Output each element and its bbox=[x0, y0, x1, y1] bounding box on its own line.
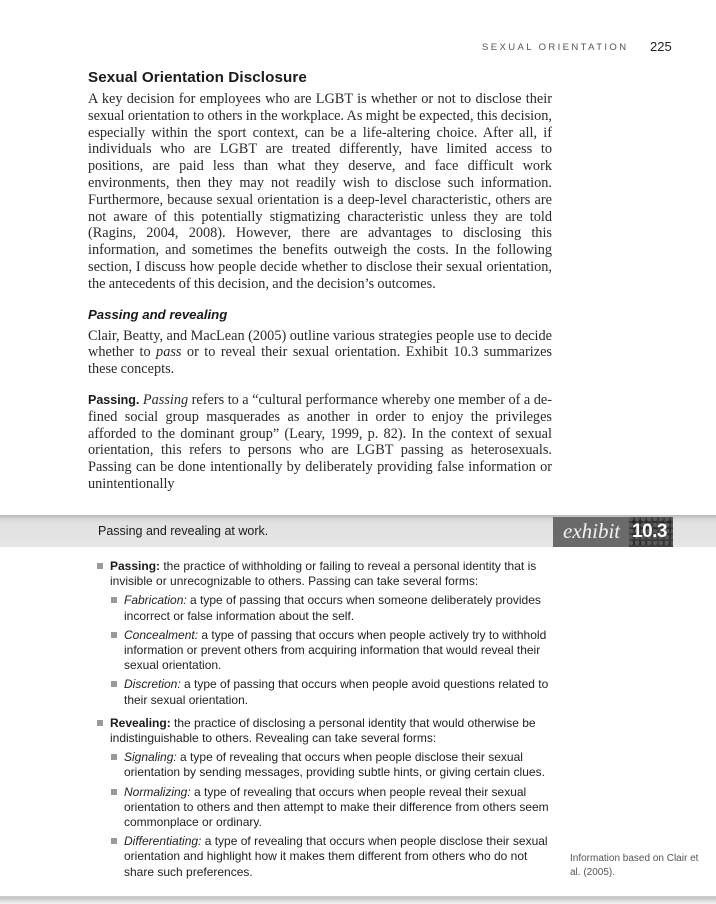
exhibit-subdefinition: a type of passing that occurs when people actively try to withhold information or prevent others from acquiring information that would reveal their sexual orientation. bbox=[124, 627, 547, 673]
square-bullet-icon bbox=[111, 632, 117, 638]
exhibit-bottom-rule bbox=[0, 896, 716, 904]
exhibit-subitem bbox=[110, 785, 556, 831]
running-head bbox=[0, 39, 716, 58]
exhibit-subdefinition: a type of passing that occurs when someone deliberately provides incorrect or false information about the self. bbox=[124, 593, 541, 623]
exhibit-body bbox=[0, 547, 716, 888]
passing-paragraph bbox=[88, 392, 552, 493]
exhibit-subterm: Normalizing: bbox=[124, 784, 191, 799]
exhibit-subitem bbox=[110, 750, 556, 780]
passing-runin-heading: Passing. bbox=[88, 392, 140, 407]
section-title: Sexual Orientation Disclosure bbox=[88, 69, 307, 86]
subsection-title: Passing and revealing bbox=[88, 306, 228, 322]
square-bullet-icon bbox=[111, 838, 117, 844]
exhibit-item-passing bbox=[96, 559, 556, 708]
exhibit-item-revealing bbox=[96, 716, 556, 880]
exhibit-subterm: Concealment: bbox=[124, 627, 199, 642]
square-bullet-icon bbox=[111, 597, 117, 603]
exhibit-subterm: Signaling: bbox=[124, 750, 177, 765]
exhibit-subitem bbox=[110, 677, 556, 707]
square-bullet-icon bbox=[97, 563, 103, 569]
running-head-title: SEXUAL ORIENTATION bbox=[482, 42, 629, 53]
exhibit-source-note: Information based on Clair et al. (2005). bbox=[570, 852, 699, 878]
exhibit-subterm: Discretion: bbox=[124, 677, 181, 692]
exhibit-subdefinition: a type of passing that occurs when people avoid questions related to their sexual orientation. bbox=[124, 677, 549, 707]
exhibit-number: 10.3 bbox=[632, 521, 667, 542]
exhibit-list bbox=[96, 559, 556, 888]
subsection-text-after: or to reveal their sexual orientation. Exhibit 10.3 summarizes these concepts. bbox=[88, 344, 552, 378]
exhibit-definition: the practice of disclosing a personal identity that would otherwise be indistinguishable to others. Revealing can take several forms: bbox=[110, 715, 536, 746]
square-bullet-icon bbox=[111, 681, 117, 687]
passing-text: refers to a “cultural performance whereby one member of a defined social group masquerades as another in order to enjoy the privileges afforded to the dominant group” (Leary, 1999, p. 82). In the context of sexual orientation, this refers to persons who are LGBT passing as heterosexuals. Passing can be done intentionally by deliberately providing false information or unintentionally bbox=[88, 391, 552, 492]
exhibit-term: Revealing: bbox=[110, 715, 171, 730]
square-bullet-icon bbox=[97, 720, 103, 726]
exhibit-source-column bbox=[570, 559, 710, 888]
exhibit-subterm: Differentiating: bbox=[124, 834, 202, 849]
exhibit-subitem bbox=[110, 593, 556, 623]
main-content bbox=[88, 68, 552, 493]
exhibit-definition: the practice of withholding or failing to reveal a personal identity that is invisible or unrecognizable to others. Passing can take several forms: bbox=[110, 559, 537, 589]
exhibit bbox=[0, 515, 716, 904]
exhibit-subitem bbox=[110, 834, 556, 880]
exhibit-subterm: Fabrication: bbox=[124, 593, 187, 608]
subsection-paragraph bbox=[88, 328, 552, 378]
exhibit-subdefinition: a type of revealing that occurs when people disclose their sexual orientation and highlight how it makes them different from others who do not share such preferences. bbox=[124, 834, 548, 879]
exhibit-term: Passing: bbox=[110, 559, 161, 573]
exhibit-number-box bbox=[629, 517, 673, 547]
exhibit-caption: Passing and revealing at work. bbox=[98, 524, 269, 538]
square-bullet-icon bbox=[111, 789, 117, 795]
page-number: 225 bbox=[650, 39, 672, 54]
exhibit-subitem bbox=[110, 628, 556, 674]
exhibit-label bbox=[553, 517, 631, 547]
subsection-text-before: Clair, Beatty, and MacLean (2005) outline various strategies people use to decide whether to bbox=[88, 327, 552, 361]
passing-term: Passing bbox=[142, 391, 189, 408]
subsection-emphasis: pass bbox=[156, 344, 182, 361]
section-paragraph: A key decision for employees who are LGBT is whether or not to disclose their sexual orientation to others in the workplace. As might be expected, this decision, especially within the sport context, can be a life-altering choice. After all, if individuals who are LGBT are treated differently, have limited access to positions, are paid less than what they deserve, and face difficult work environments, then they may not readily wish to disclose such information. Furthermore, because sexual orientation is a deep-level characteristic, others are not aware of this potentially stigmatizing characteristic unless they are told (Ragins, 2004, 2008). However, there are advantages to disclosing this information, and sometimes the benefits outweigh the costs. In the following section, I discuss how people decide whether to disclose their sexual orientation, the antecedents of this decision, and the decision’s outcomes. bbox=[88, 91, 552, 292]
square-bullet-icon bbox=[111, 754, 117, 760]
exhibit-subdefinition: a type of revealing that occurs when people reveal their sexual orientation to others and then attempt to make their difference from others seem commonplace or ordinary. bbox=[124, 784, 549, 830]
exhibit-subdefinition: a type of revealing that occurs when people disclose their sexual orientation by sending messages, providing subtle hints, or giving certain clues. bbox=[124, 750, 545, 780]
exhibit-label-word: exhibit bbox=[563, 519, 621, 543]
exhibit-head bbox=[0, 515, 716, 547]
